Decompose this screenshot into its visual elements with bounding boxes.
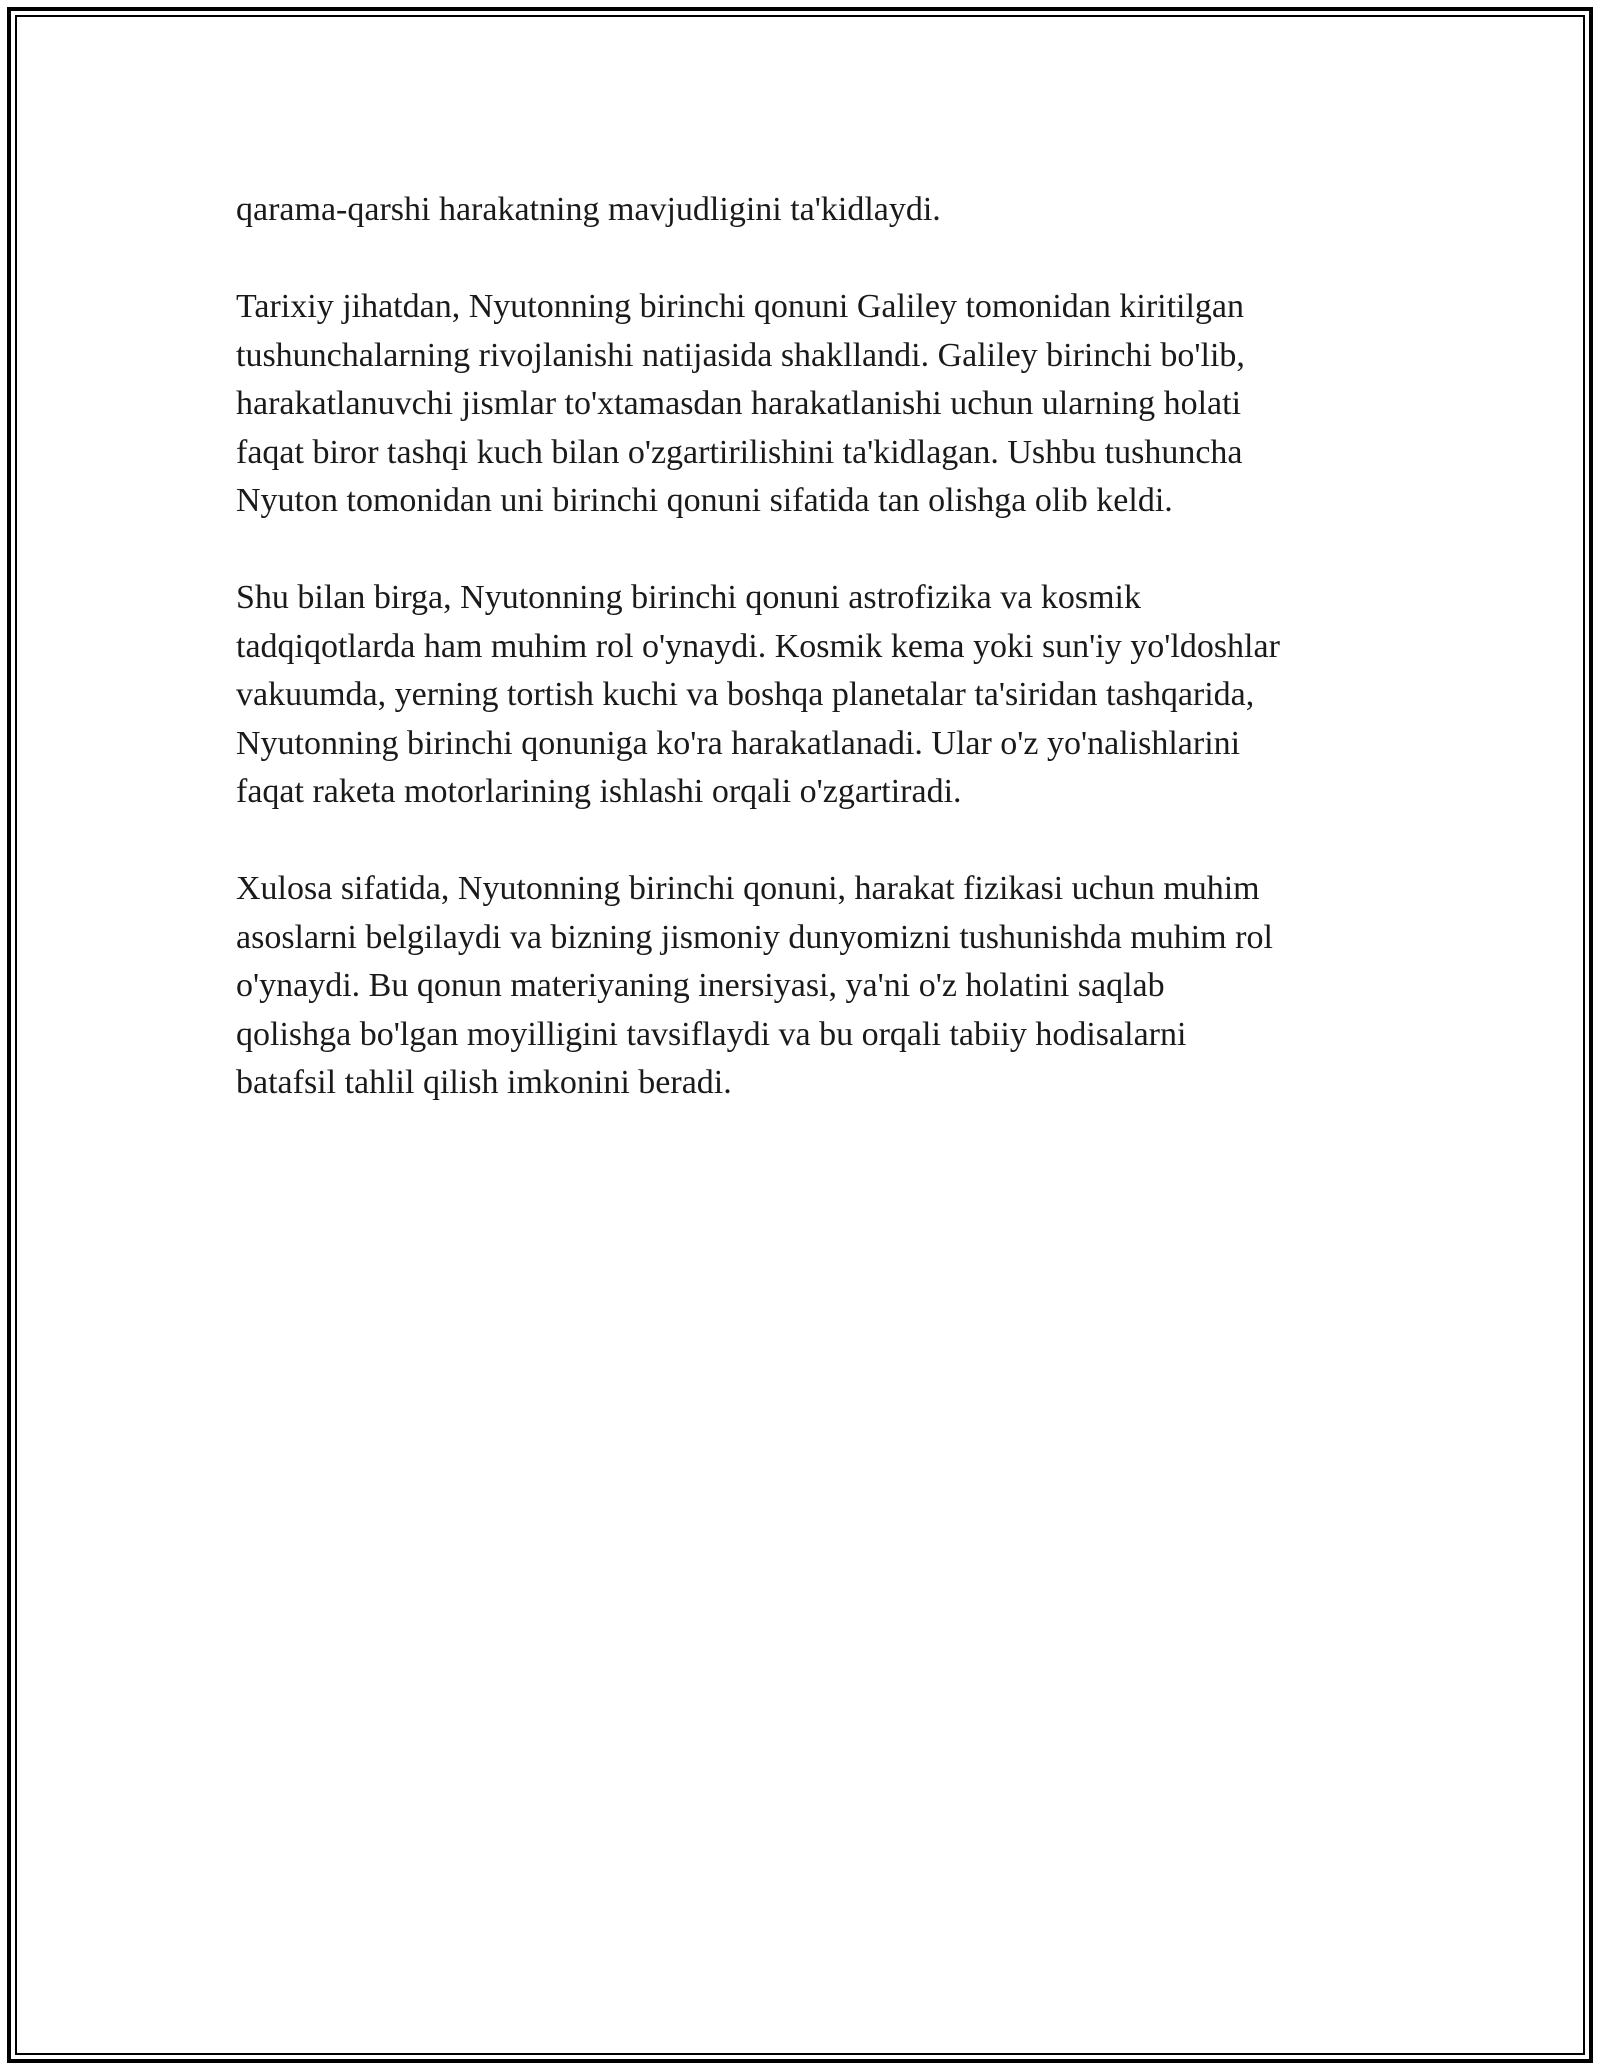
paragraph-astrophysics: Shu bilan birga, Nyutonning birinchi qonuni astrofizika va kosmik tadqiqotlarda ham muhim rol o'ynaydi. Kosmik kema yoki sun'iy yo'ldoshlar vakuumda, yerning tortish kuchi va boshqa planetalar ta'siridan tashqarida, Nyutonning birinchi qonuniga ko'ra harakatlanadi. Ular o'z yo'nalishlarini faqat raketa motorlarining ishlashi orqali o'zgartiradi. <box>236 579 1280 810</box>
paragraph-history: Tarixiy jihatdan, Nyutonning birinchi qonuni Galiley tomonidan kiritilgan tushunchalarning rivojlanishi natijasida shakllandi. Galiley birinchi bo'lib, harakatlanuvchi jismlar to'xtamasdan harakatlanishi uchun ularning holati faqat biror tashqi kuch bilan o'zgartirilishini ta'kidlagan. Ushbu tushuncha Nyuton tomonidan uni birinchi qonuni sifatida tan olishga olib keldi. <box>236 288 1245 519</box>
paragraph-continuation: qarama-qarshi harakatning mavjudligini ta'kidlaydi. <box>236 191 941 228</box>
document-body <box>236 186 1416 1156</box>
paragraph-conclusion: Xulosa sifatida, Nyutonning birinchi qonuni, harakat fizikasi uchun muhim asoslarni belgilaydi va bizning jismoniy dunyomizni tushunishda muhim rol o'ynaydi. Bu qonun materiyaning inersiyasi, ya'ni o'z holatini saqlab qolishga bo'lgan moyilligini tavsiflaydi va bu orqali tabiiy hodisalarni batafsil tahlil qilish imkonini beradi. <box>236 870 1273 1101</box>
